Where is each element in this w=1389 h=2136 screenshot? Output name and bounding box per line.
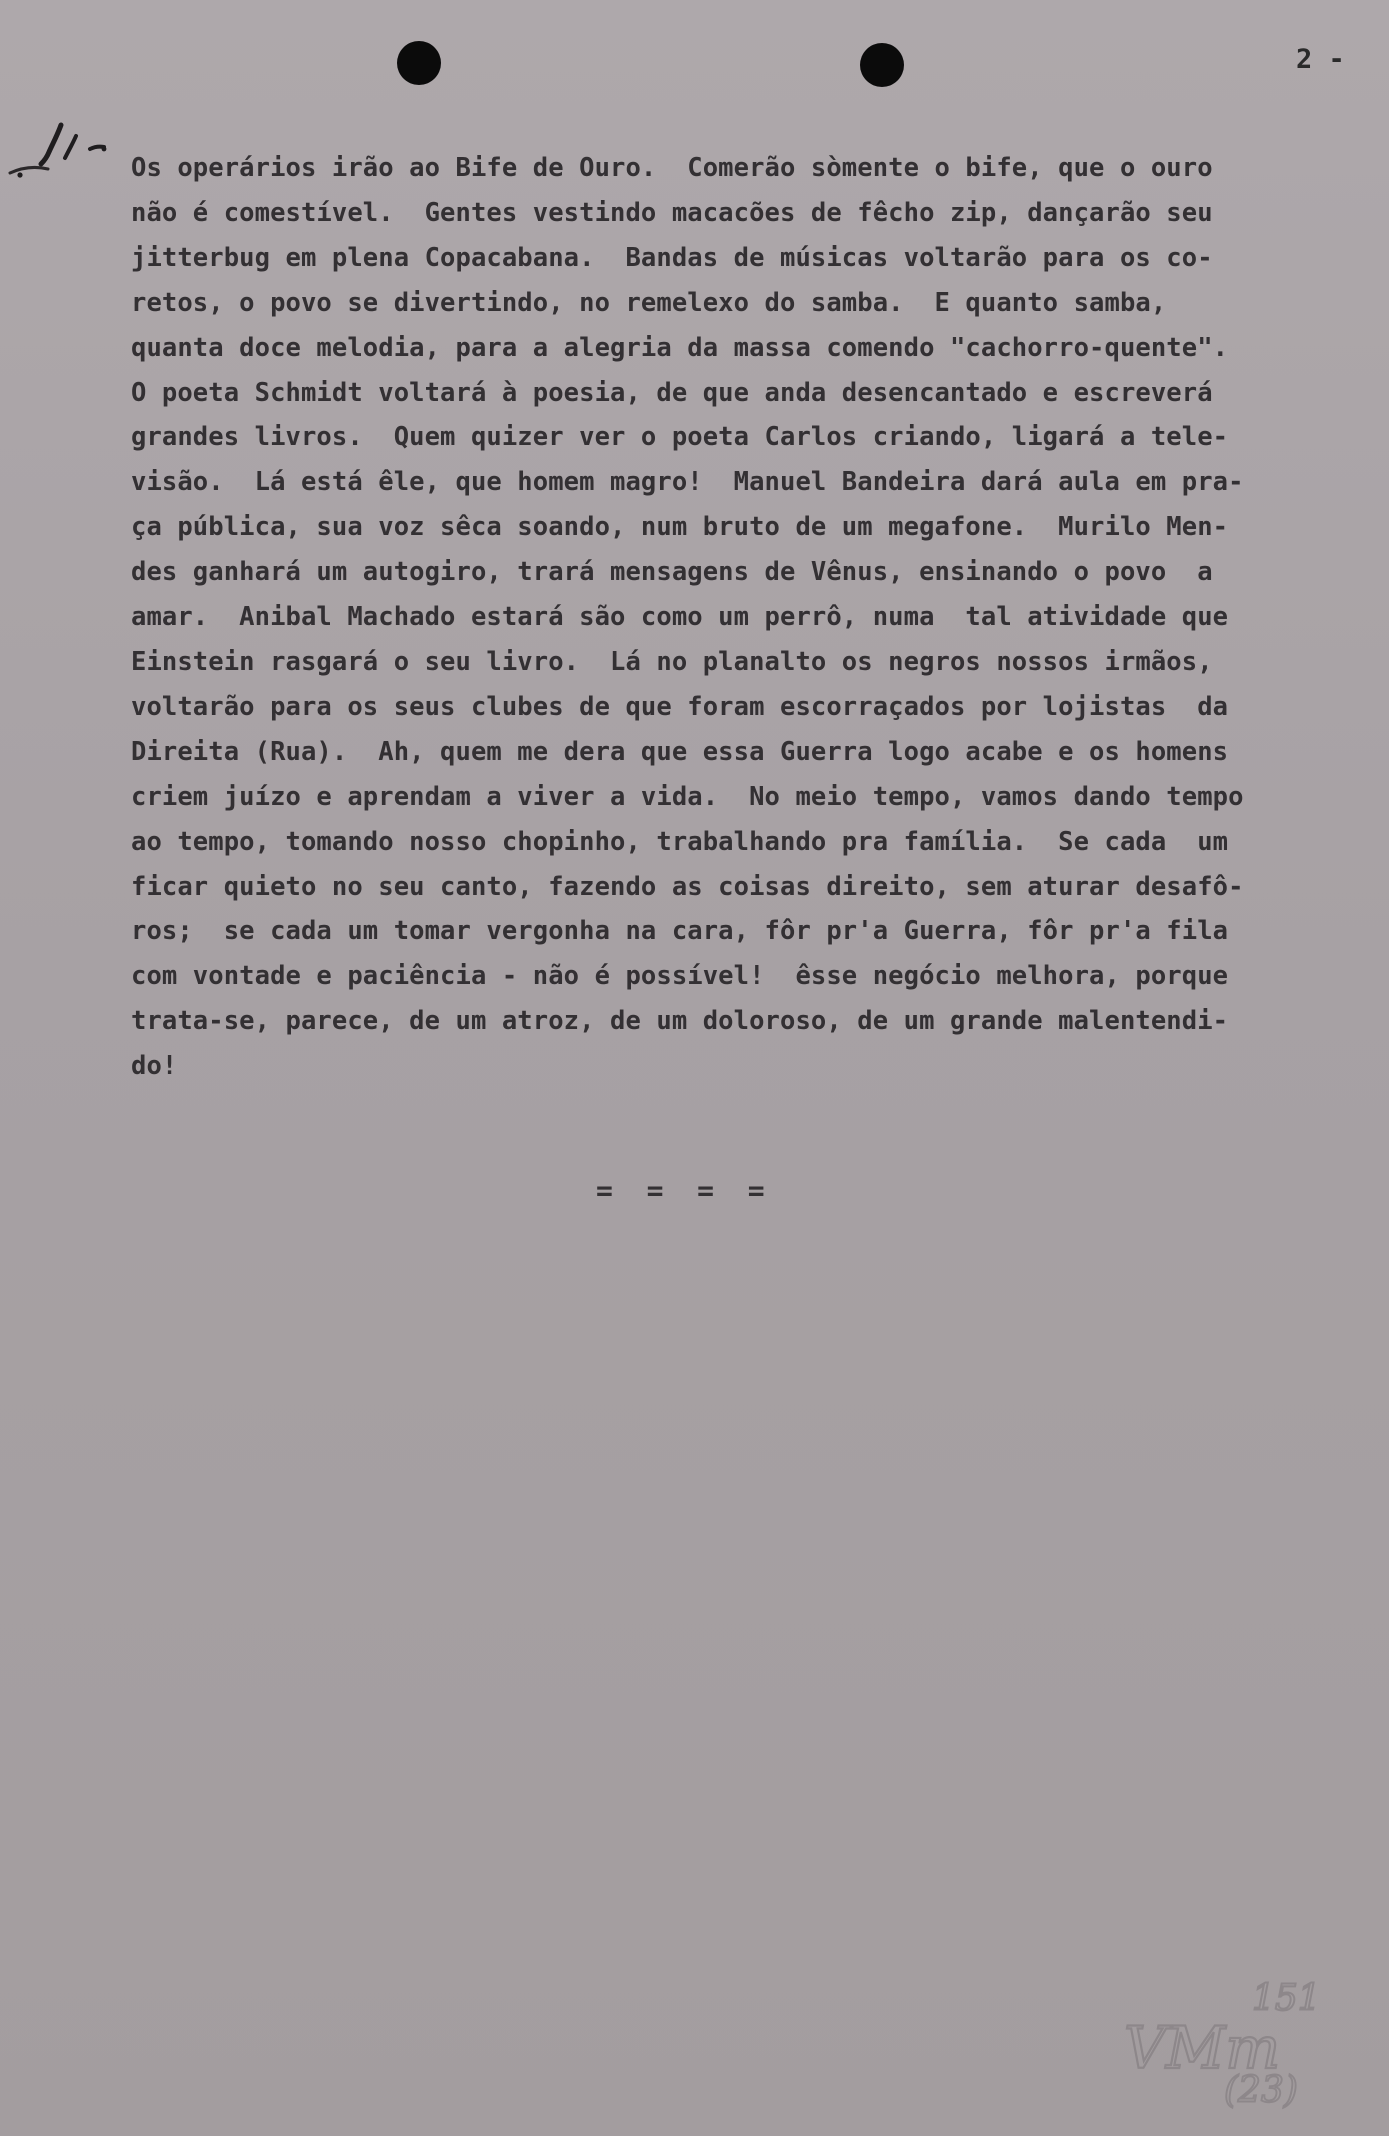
body-line: ficar quieto no seu canto, fazendo as coisas direito, sem aturar desafô- — [131, 871, 1244, 902]
body-line: Direita (Rua). Ah, quem me dera que essa Guerra logo acabe e os homens — [131, 736, 1229, 767]
body-line: amar. Anibal Machado estará são como um perrô, numa tal atividade que — [131, 602, 1229, 633]
archive-pencil-note — [1120, 1960, 1340, 2110]
margin-annotation-mark — [6, 118, 118, 198]
archive-number: 151 — [1252, 1978, 1321, 2019]
archive-subnumber: (23) — [1224, 2070, 1298, 2110]
body-line: trata-se, parece, de um atroz, de um doloroso, de um grande malentendi- — [131, 1006, 1229, 1037]
body-line: retos, o povo se divertindo, no remelexo do samba. E quanto samba, — [131, 287, 1167, 318]
body-line: des ganhará um autogiro, trará mensagens de Vênus, ensinando o povo a — [131, 557, 1213, 588]
body-line: ao tempo, tomando nosso chopinho, trabalhando pra família. Se cada um — [131, 826, 1229, 857]
body-line: jitterbug em plena Copacabana. Bandas de músicas voltarão para os co- — [131, 242, 1213, 273]
body-text — [131, 146, 1361, 1089]
body-line: visão. Lá está êle, que homem magro! Manuel Bandeira dará aula em pra- — [131, 467, 1244, 498]
body-line: Os operários irão ao Bife de Ouro. Comerão sòmente o bife, que o ouro — [131, 153, 1213, 183]
body-line: O poeta Schmidt voltará à poesia, de que anda desencantado e escreverá — [131, 377, 1213, 408]
body-line: quanta doce melodia, para a alegria da massa comendo "cachorro-quente". — [131, 332, 1229, 363]
page-number: 2 - — [1296, 44, 1345, 75]
section-separator: = = = = — [596, 1174, 765, 1207]
body-line: voltarão para os seus clubes de que foram escorraçados por lojistas da — [131, 691, 1229, 722]
punch-hole-left — [397, 41, 441, 85]
body-line: grandes livros. Quem quizer ver o poeta Carlos criando, ligará a tele- — [131, 422, 1229, 453]
body-line: criem juízo e aprendam a viver a vida. No meio tempo, vamos dando tempo — [131, 781, 1244, 812]
body-line: não é comestível. Gentes vestindo macacões de fêcho zip, dançarão seu — [131, 197, 1213, 228]
body-line: Einstein rasgará o seu livro. Lá no planalto os negros nossos irmãos, — [131, 646, 1213, 677]
body-line: do! — [131, 1051, 178, 1082]
punch-hole-right — [860, 43, 904, 87]
body-line: ça pública, sua voz sêca soando, num bruto de um megafone. Murilo Men- — [131, 512, 1229, 543]
body-line: ros; se cada um tomar vergonha na cara, fôr pr'a Guerra, fôr pr'a fila — [131, 916, 1229, 947]
body-line: com vontade e paciência - não é possível! êsse negócio melhora, porque — [131, 961, 1229, 992]
archive-code: VMm — [1124, 2014, 1281, 2082]
